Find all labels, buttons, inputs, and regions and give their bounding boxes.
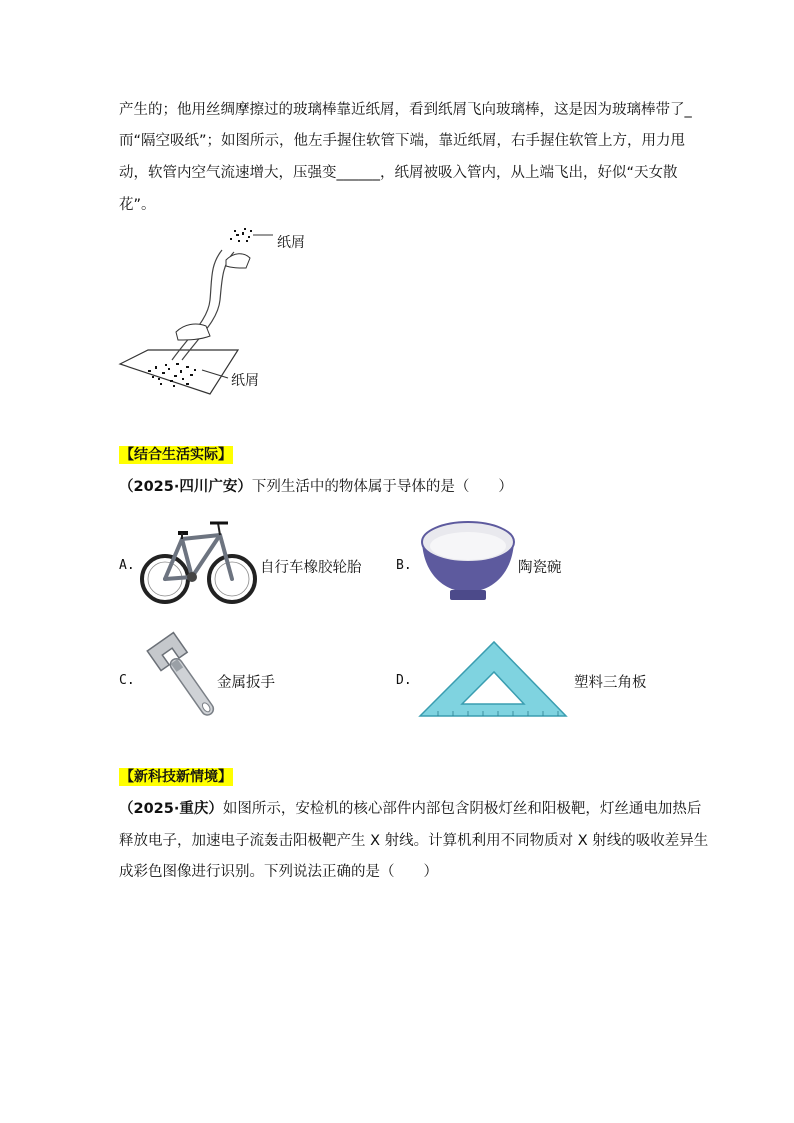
q1-line-3: 动，软管内空气流速增大，压强变______，纸屑被吸入管内，从上端飞出，好似“天女散	[119, 165, 678, 181]
set-square-icon	[418, 640, 568, 718]
q2-source: （2025·四川广安）	[119, 479, 252, 495]
q3-source: （2025·重庆）	[119, 801, 223, 817]
q3-tag: 【新科技新情境】	[120, 769, 232, 785]
q3-line-3: 成彩色图像进行识别。下列说法正确的是（ ）	[119, 864, 438, 880]
q2-stem-line	[119, 474, 513, 500]
q1-line-1: 产生的；他用丝绸摩擦过的玻璃棒靠近纸屑，看到纸屑飞向玻璃棒，这是因为玻璃棒带了_	[119, 102, 692, 118]
q1-line-2: 而“隔空吸纸”；如图所示，他左手握住软管下端，靠近纸屑，右手握住软管上方，用力甩	[119, 133, 686, 149]
paper-sheet-icon	[120, 350, 238, 394]
option-d-letter: D.	[396, 673, 412, 688]
q2-tag: 【结合生活实际】	[120, 447, 232, 463]
figure-label-top: 纸屑	[277, 235, 305, 251]
q2-stem: 下列生活中的物体属于导体的是（ ）	[251, 479, 513, 495]
option-a-text: 自行车橡胶轮胎	[260, 560, 362, 576]
figure-label-bottom: 纸屑	[231, 373, 259, 389]
option-a-letter: A.	[119, 558, 135, 573]
q3-line-2: 释放电子，加速电子流轰击阳极靶产生 X 射线。计算机利用不同物质对 X 射线的吸收差异生	[119, 833, 709, 849]
q3-line-1-text: 如图所示，安检机的核心部件内部包含阴极灯丝和阳极靶，灯丝通电加热后	[222, 801, 702, 817]
bowl-icon	[420, 520, 516, 604]
q3-line-1	[119, 796, 701, 822]
q1-line-4: 花”。	[119, 197, 156, 213]
option-c-text: 金属扳手	[217, 675, 275, 691]
wrench-icon	[145, 628, 225, 726]
option-c-letter: C.	[119, 673, 135, 688]
bicycle-icon	[140, 515, 258, 607]
option-b-text: 陶瓷碗	[518, 560, 562, 576]
option-d-text: 塑料三角板	[574, 675, 647, 691]
option-b-letter: B.	[396, 558, 412, 573]
